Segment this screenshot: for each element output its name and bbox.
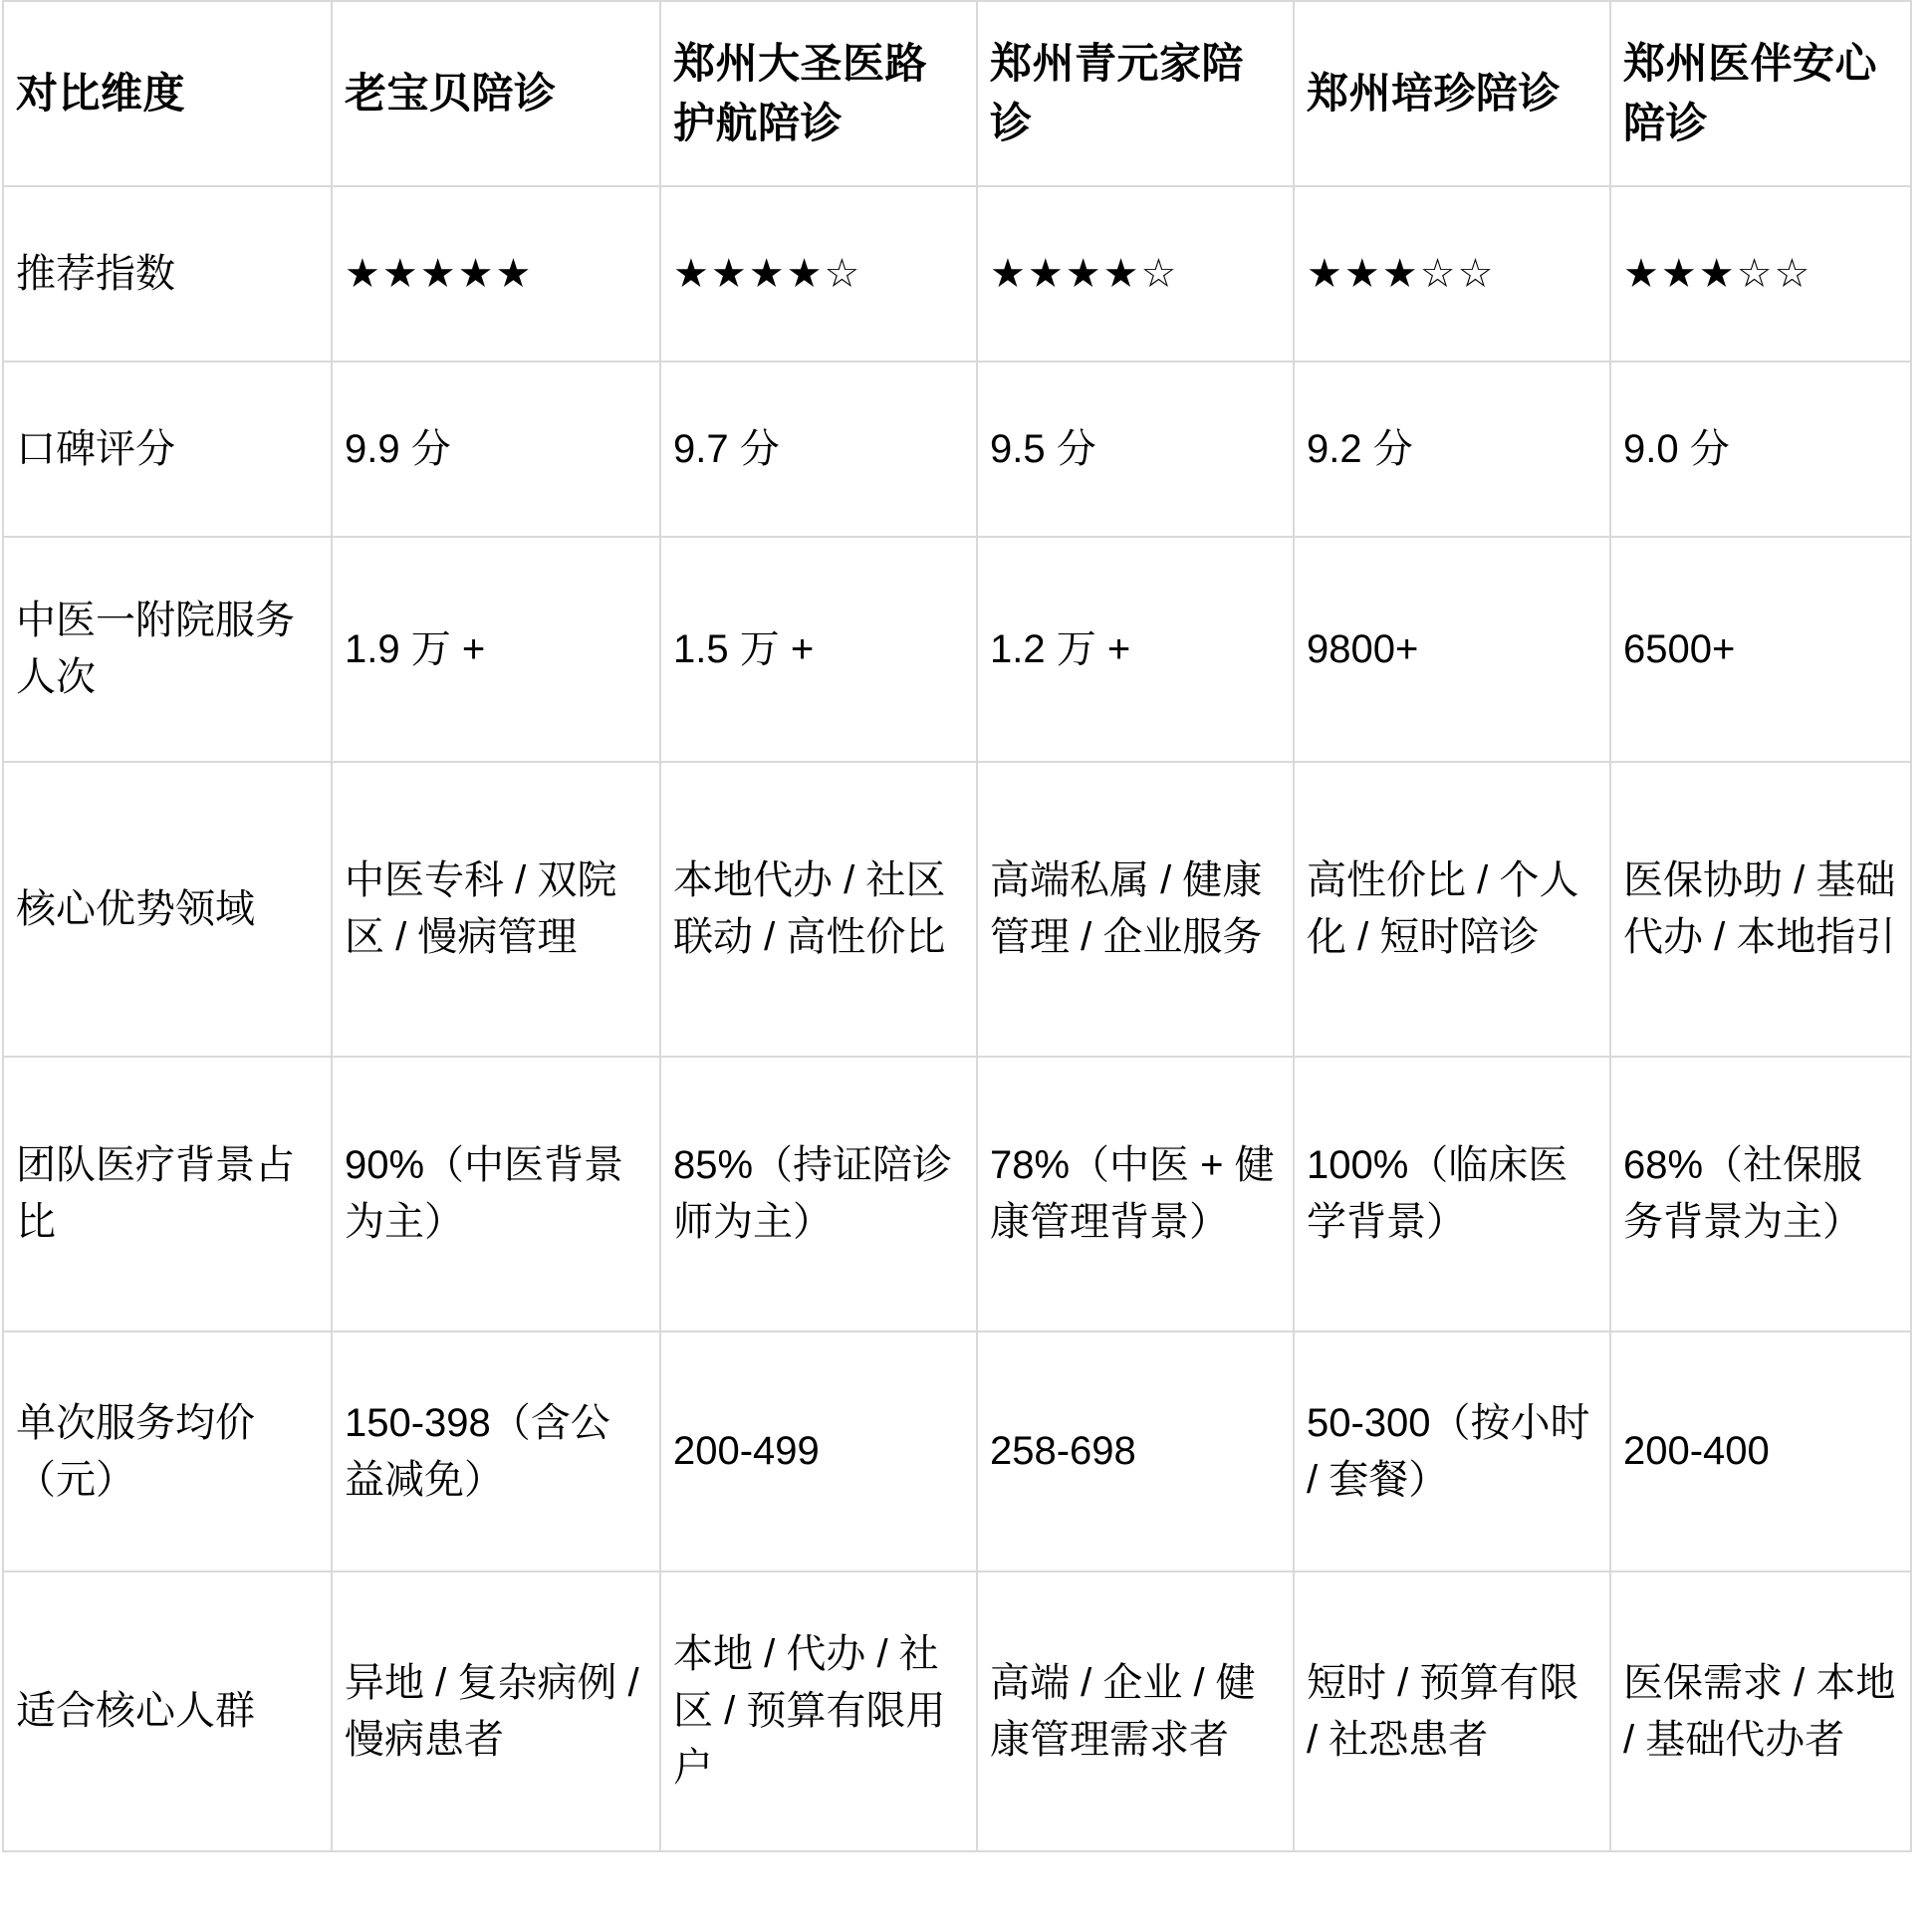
star-rating: ★★★★☆	[990, 251, 1179, 296]
cell-team-provider-4: 100%（临床医学背景）	[1294, 1057, 1610, 1331]
cell-audience-provider-4: 短时 / 预算有限 / 社恐患者	[1294, 1571, 1610, 1851]
table-row	[3, 186, 1911, 362]
cell-audience-provider-3: 高端 / 企业 / 健康管理需求者	[977, 1571, 1294, 1851]
column-header-provider-2: 郑州大圣医路护航陪诊	[660, 1, 977, 186]
table-row	[3, 1571, 1911, 1851]
table-header	[3, 1, 1911, 186]
cell-score-provider-3: 9.5 分	[977, 362, 1294, 537]
table-row	[3, 537, 1911, 762]
row-label-team-medical-background: 团队医疗背景占比	[3, 1057, 332, 1331]
column-header-dimension: 对比维度	[3, 1, 332, 186]
cell-score-provider-1: 9.9 分	[332, 362, 660, 537]
cell-recommendation-provider-1	[332, 186, 660, 362]
star-rating: ★★★☆☆	[1623, 251, 1812, 296]
cell-price-provider-1: 150-398（含公益减免）	[332, 1331, 660, 1571]
cell-visits-provider-5: 6500+	[1610, 537, 1911, 762]
row-label-service-visits: 中医一附院服务人次	[3, 537, 332, 762]
row-label-recommendation-index: 推荐指数	[3, 186, 332, 362]
column-header-provider-5: 郑州医伴安心陪诊	[1610, 1, 1911, 186]
table-header-row	[3, 1, 1911, 186]
row-label-target-audience: 适合核心人群	[3, 1571, 332, 1851]
table-row	[3, 362, 1911, 537]
column-header-provider-3: 郑州青元家陪诊	[977, 1, 1294, 186]
cell-price-provider-4: 50-300（按小时 / 套餐）	[1294, 1331, 1610, 1571]
row-label-average-price: 单次服务均价（元）	[3, 1331, 332, 1571]
cell-score-provider-4: 9.2 分	[1294, 362, 1610, 537]
cell-audience-provider-2: 本地 / 代办 / 社区 / 预算有限用户	[660, 1571, 977, 1851]
cell-team-provider-3: 78%（中医 + 健康管理背景）	[977, 1057, 1294, 1331]
comparison-table	[2, 0, 1912, 1852]
cell-visits-provider-1: 1.9 万 +	[332, 537, 660, 762]
cell-audience-provider-1: 异地 / 复杂病例 / 慢病患者	[332, 1571, 660, 1851]
cell-price-provider-5: 200-400	[1610, 1331, 1911, 1571]
cell-visits-provider-3: 1.2 万 +	[977, 537, 1294, 762]
cell-score-provider-2: 9.7 分	[660, 362, 977, 537]
row-label-reputation-score: 口碑评分	[3, 362, 332, 537]
cell-audience-provider-5: 医保需求 / 本地 / 基础代办者	[1610, 1571, 1911, 1851]
column-header-provider-1: 老宝贝陪诊	[332, 1, 660, 186]
cell-advantages-provider-1: 中医专科 / 双院区 / 慢病管理	[332, 762, 660, 1057]
cell-team-provider-2: 85%（持证陪诊师为主）	[660, 1057, 977, 1331]
cell-recommendation-provider-4	[1294, 186, 1610, 362]
cell-visits-provider-4: 9800+	[1294, 537, 1610, 762]
row-label-core-advantages: 核心优势领域	[3, 762, 332, 1057]
cell-advantages-provider-2: 本地代办 / 社区联动 / 高性价比	[660, 762, 977, 1057]
cell-price-provider-3: 258-698	[977, 1331, 1294, 1571]
table-row	[3, 762, 1911, 1057]
star-rating: ★★★★★	[345, 251, 534, 296]
cell-visits-provider-2: 1.5 万 +	[660, 537, 977, 762]
cell-advantages-provider-4: 高性价比 / 个人化 / 短时陪诊	[1294, 762, 1610, 1057]
cell-score-provider-5: 9.0 分	[1610, 362, 1911, 537]
cell-team-provider-5: 68%（社保服务背景为主）	[1610, 1057, 1911, 1331]
cell-advantages-provider-5: 医保协助 / 基础代办 / 本地指引	[1610, 762, 1911, 1057]
table-body	[3, 186, 1911, 1851]
cell-recommendation-provider-2	[660, 186, 977, 362]
cell-recommendation-provider-3	[977, 186, 1294, 362]
star-rating: ★★★☆☆	[1307, 251, 1496, 296]
table-row	[3, 1331, 1911, 1571]
cell-team-provider-1: 90%（中医背景为主）	[332, 1057, 660, 1331]
table-row	[3, 1057, 1911, 1331]
cell-price-provider-2: 200-499	[660, 1331, 977, 1571]
cell-advantages-provider-3: 高端私属 / 健康管理 / 企业服务	[977, 762, 1294, 1057]
column-header-provider-4: 郑州培珍陪诊	[1294, 1, 1610, 186]
star-rating: ★★★★☆	[673, 251, 862, 296]
cell-recommendation-provider-5	[1610, 186, 1911, 362]
